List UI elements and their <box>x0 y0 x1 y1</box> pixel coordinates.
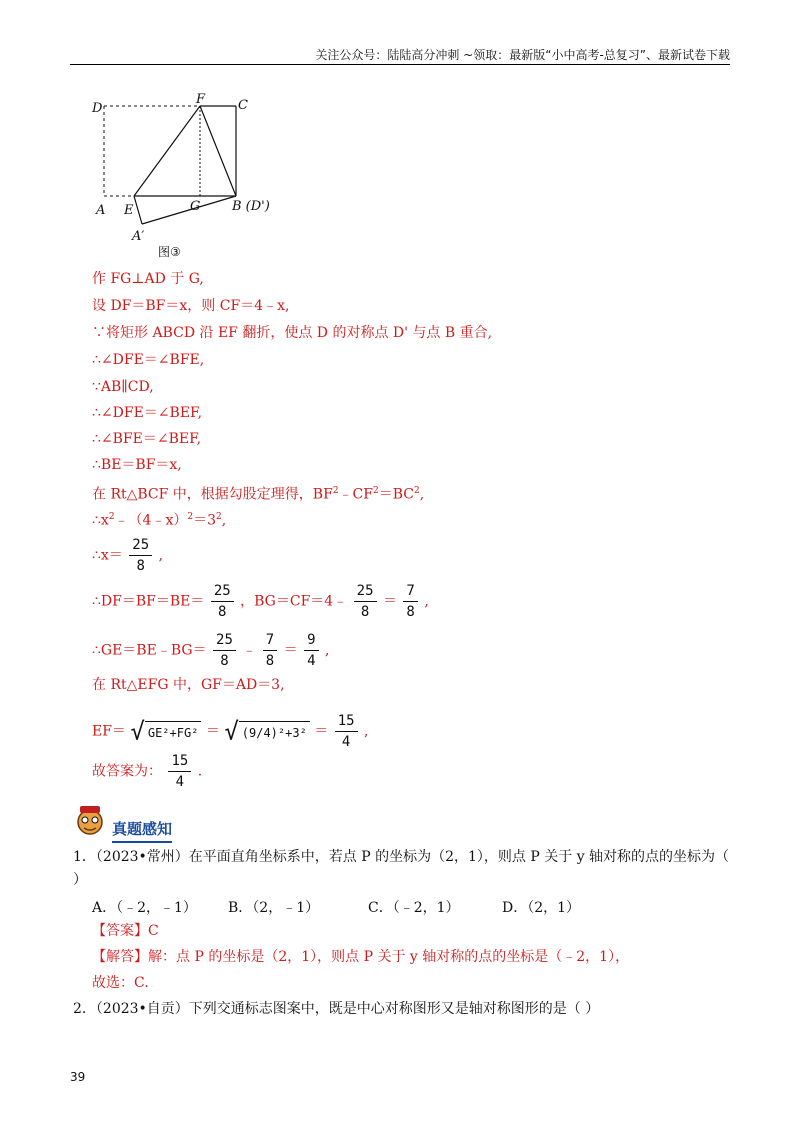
fraction: $\frac{25}{8}$ <box>129 536 152 575</box>
figure-svg <box>86 92 286 264</box>
label-F: F <box>196 92 206 107</box>
fraction: $\frac{25}{8}$ <box>354 582 377 621</box>
conclusion-text: 故选：C. <box>92 975 149 991</box>
fraction: $\frac{7}{8}$ <box>403 582 417 621</box>
label-D: D <box>92 101 103 116</box>
ge-line: ∴GE＝BE﹣BG＝ $\frac{25}{8}$ ﹣ $\frac{7}{8}$ ＝ $\frac{9}{4}$ , <box>92 632 330 669</box>
lengths-line: ∴DF＝BF＝BE＝ $\frac{25}{8}$ ，BG＝CF＝4﹣ $\frac{25}{8}$ ＝ $\frac{7}{8}$ , <box>92 583 429 620</box>
equation-line: $\therefore x^2﹣(4﹣x)^2=3^2$, <box>92 512 227 529</box>
x-value-line: ∴x＝ $\frac{25}{8}$ , <box>92 537 164 574</box>
page-header: 关注公众号：陆陆高分冲刺 ~领取：最新版“小中高考-总复习”、最新试卷下载 <box>315 48 730 62</box>
ef-line: EF＝ √ GE²+FG² ＝ √ (9/4)²+3² ＝ $\frac{15}{4}$ , <box>92 713 369 750</box>
fraction: $\frac{7}{8}$ <box>263 631 277 670</box>
question-1-stem-end: ） <box>73 872 87 888</box>
answer-label: 【答案】C <box>92 923 159 939</box>
label-A: A <box>96 203 106 218</box>
option-a: A．（﹣2，﹣1） <box>92 900 197 916</box>
geometry-figure <box>86 92 286 264</box>
solution-line: ∵AB∥CD, <box>92 379 154 395</box>
solution-line: ∴∠DFE＝∠BFE, <box>92 352 205 368</box>
fraction: $\frac{9}{4}$ <box>304 631 318 670</box>
header-divider <box>70 64 730 65</box>
section-title: 真题感知 <box>112 818 172 843</box>
question-2-stem: 2．（2023•自贡）下列交通标志图案中，既是中心对称图形又是轴对称图形的是（ ） <box>73 1001 600 1017</box>
label-A-prime: A′ <box>132 229 145 244</box>
solution-line: 作 FG⊥AD 于 G, <box>92 271 204 287</box>
fraction: $\frac{25}{8}$ <box>211 582 234 621</box>
fraction: $\frac{15}{4}$ <box>335 712 358 751</box>
label-E: E <box>124 203 134 218</box>
solution-line: 在 Rt△EFG 中，GF＝AD＝3, <box>92 677 285 693</box>
figure-caption: 图③ <box>158 245 181 259</box>
label-G: G <box>190 199 201 214</box>
option-d: D．（2，1） <box>502 900 581 916</box>
solution-line: 设 DF＝BF＝x，则 CF＝4﹣x, <box>92 298 290 314</box>
label-B-Dprime: B (D') <box>232 199 270 214</box>
page-number: 39 <box>70 1070 86 1084</box>
question-1-stem: 1．（2023•常州）在平面直角坐标系中，若点 P 的坐标为（2，1），则点 P 关于 y 轴对称的点的坐标为（ <box>73 849 730 865</box>
solution-line: ∴BE＝BF＝x, <box>92 457 182 473</box>
label-C: C <box>238 98 248 113</box>
square-root: √ GE²+FG² <box>130 721 201 742</box>
analysis-text: 【解答】解：点 P 的坐标是（2，1），则点 P 关于 y 轴对称的点的坐标是（﹣2，1）， <box>92 949 630 965</box>
square-root: √ (9/4)²+3² <box>224 721 309 742</box>
fraction: $\frac{25}{8}$ <box>213 631 236 670</box>
option-b: B．（2，﹣1） <box>228 900 320 916</box>
option-c: C．（﹣2，1） <box>368 900 460 916</box>
fraction: $\frac{15}{4}$ <box>168 752 191 791</box>
answer-line: 故答案为： $\frac{15}{4}$ . <box>92 753 203 790</box>
mascot-icon <box>70 800 110 844</box>
solution-line: ∴∠DFE＝∠BEF, <box>92 405 203 421</box>
solution-line: ∵将矩形 ABCD 沿 EF 翻折，使点 D 的对称点 D' 与点 B 重合, <box>92 325 493 341</box>
solution-line: ∴∠BFE＝∠BEF, <box>92 431 202 447</box>
pythagoras-line: 在 Rt△BCF 中，根据勾股定理得，$BF^2﹣CF^2=BC^2$, <box>92 486 425 503</box>
